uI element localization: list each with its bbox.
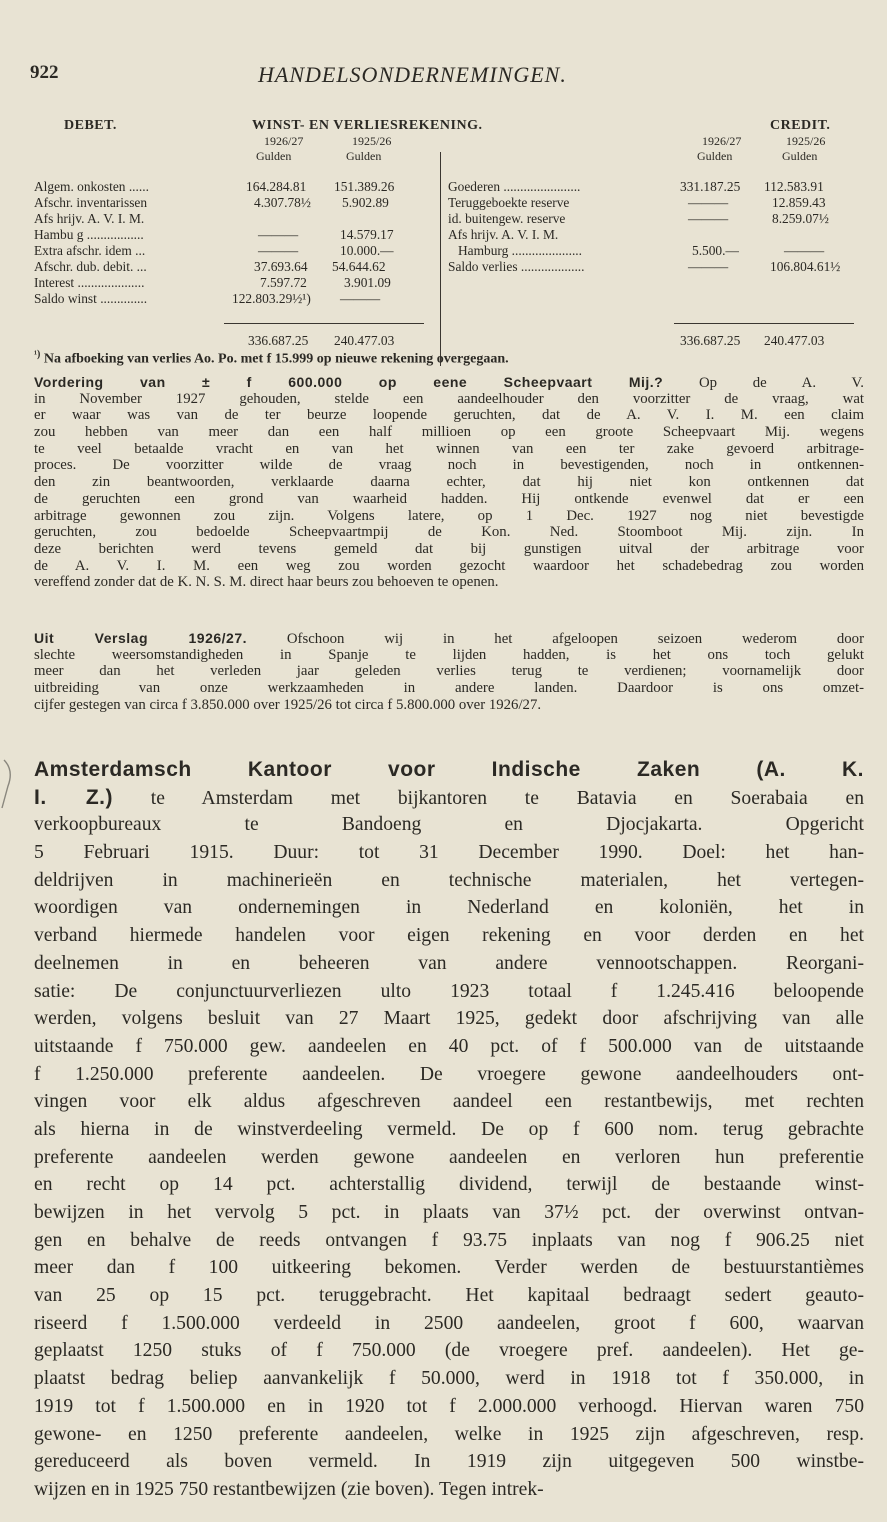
page-number: 922	[30, 62, 59, 83]
vordering-paragraph: Vordering van ± f 600.000 op eene Scheepvaart Mij.? Op de A. V. in November 1927 gehouden, stelde een aandeelhouder den voorzitter de vraag, wat er waar was van de ter beurze loopende geruchten, dat de A. V. I. M. een claim zou hebben van meer dan een half millioen op een groote Scheepvaart Mij. wegens te veel betaalde vracht en van het winnen van een ter zake gevoerd arbitrage- proces. De voorzitter wilde de vraag noch in bevestigenden, noch in ontkennen- den zin beantwoorden, verklaarde daarna echter, dat hij niet kon ontkennen dat de geruchten een grond van waarheid hadden. Hij ontkende evenwel dat er een arbitrage gewonnen zou zijn. Volgens latere, op 1 Dec. 1927 nog niet bevestigde geruchten, zou bedoelde Scheepvaartmpij de Kon. Ned. Stoomboot Mij. zijn. In deze berichten werd tevens gemeld dat bij gunstigen uitval der arbitrage voor de A. V. I. M. een weg zou worden gezocht waardoor het schadebedrag zou worden vereffend zonder dat de K. N. S. M. direct haar beurs zou behoeven te openen.	[34, 374, 864, 591]
footnote-mark: ¹)	[34, 349, 41, 360]
account-title: WINST- EN VERLIESREKENING.	[252, 118, 483, 133]
credit-currency-previous: Gulden	[782, 149, 818, 163]
total-rule-credit	[674, 323, 854, 324]
debit-year-current: 1926/27	[264, 134, 304, 148]
account-row: Algem. onkosten ...... 164.284.81 151.389.26 Goederen ....................... 331.187.25 112.583.91	[34, 179, 824, 194]
footnote	[34, 349, 864, 368]
vordering-lead: Vordering van ± f 600.000 op eene Scheepvaart Mij.?	[34, 374, 664, 390]
account-row: Hambu g ................. ——— 14.579.17 Afs hrijv. A. V. I. M.	[34, 227, 559, 242]
account-row: Afschr. inventarissen 4.307.78½ 5.902.89 Teruggeboekte reserve ——— 12.859.43	[34, 195, 826, 210]
account-row: Extra afschr. idem ... ——— 10.000.— Hamburg ..................... 5.500.— ———	[34, 243, 825, 258]
verslag-lead: Uit Verslag 1926/27.	[34, 630, 248, 646]
page-header	[30, 62, 860, 98]
amk-title-continued: I. Z.)	[34, 785, 114, 809]
amk-entry: Amsterdamsch Kantoor voor Indische Zaken (A. K. I. Z.) te Amsterdam met bijkantoren te Batavia en Soerabaia en verkoopbureaux te Bandoeng en Djocjakarta. Opgericht 5 Februari 1915. Duur: tot 31 December 1990. Doel: het han- deldrijven in machinerieën en technische materialen, het vertegen- woordigen van ondernemingen in Nederland en koloniën, het in verband hiermede handelen voor eigen rekening en voor derden en het deelnemen in en beheeren van andere vennootschappen. Reorgani- satie: De conjunctuurverliezen ulto 1923 totaal f 1.245.416 beloopende werden, volgens besluit van 27 Maart 1925, gedekt door afschrijving van alle uitstaande f 750.000 gew. aandeelen en 40 pct. of f 500.000 van de uitstaande f 1.250.000 preferente aandeelen. De vroegere gewone aandeelhouders ont- vingen voor elk aldus afgeschreven aandeel een restantbewijs, met rechten als hierna in de winstverdeeling vermeld. De op f 600 nom. terug gebrachte preferente aandeelen werden gewone aandeelen en verloren hun preferentie en recht op 14 pct. achterstallig dividend, terwijl de bestaande winst- bewijzen in het vervolg 5 pct. in plaats van 37½ pct. der overwinst ontvan- gen en behalve de reeds ontvangen f 93.75 inplaats van nog f 906.25 niet meer dan f 100 uitkeering bekomen. Verder werden de bestuurstantièmes van 25 op 15 pct. teruggebracht. Het kapitaal bedraagt sedert geauto- riseerd f 1.500.000 verdeeld in 2500 aandeelen, groot f 600, waarvan geplaatst 1250 stuks of f 750.000 (de vroegere pref. aandeelen). Het ge- plaatst bedrag beliep aanvankelijk f 50.000, werd in 1918 tot f 350.000, in 1919 tot f 1.500.000 en in 1920 tot f 2.000.000 verhoogd. Hiervan waren 750 gewone- en 1250 preferente aandeelen, welke in 1925 zijn afgeschreven, resp. gereduceerd als boven vermeld. In 1919 zijn uitgegeven 500 winstbe- wijzen en in 1925 750 restantbewijzen (zie boven). Tegen intrek-	[34, 758, 864, 1500]
footnote-text: Na afboeking van verlies Ao. Po. met f 15.999 op nieuwe rekening overgegaan.	[43, 351, 509, 367]
debit-currency-current: Gulden	[256, 149, 292, 163]
account-row: Saldo winst .............. 122.803.29½¹) ———	[34, 291, 381, 306]
account-row: Afs hrijv. A. V. I. M. id. buitengew. reserve ——— 8.259.07½	[34, 211, 829, 226]
margin-pencil-mark	[0, 756, 28, 816]
totals-row: 336.687.25 240.477.03 336.687.25 240.477.03	[248, 333, 825, 348]
credit-title: CREDIT.	[770, 118, 831, 133]
verslag-paragraph: Uit Verslag 1926/27. Ofschoon wij in het afgeloopen seizoen wederom door slechte weersomstandigheden in Spanje te lijden hadden, is het ons toch gelukt meer dan het verleden jaar geleden verlies terug te verdienen; voornamelijk door uitbreiding van onze werkzaamheden in andere landen. Daardoor is ons omzet- cijfer gestegen van circa f 3.850.000 over 1925/26 tot circa f 5.800.000 over 1926/27.	[34, 630, 864, 713]
debit-title: DEBET.	[64, 118, 117, 133]
debit-currency-previous: Gulden	[346, 149, 382, 163]
amk-title: Amsterdamsch Kantoor voor Indische Zaken (A. K.	[34, 758, 864, 781]
credit-year-current: 1926/27	[702, 134, 742, 148]
credit-currency-current: Gulden	[697, 149, 733, 163]
running-title: HANDELSONDERNEMINGEN.	[258, 62, 567, 87]
credit-year-previous: 1925/26	[786, 134, 826, 148]
debit-year-previous: 1925/26	[352, 134, 392, 148]
total-rule-debit	[224, 323, 424, 324]
account-row: Interest .................... 7.597.72 3.901.09	[34, 275, 391, 290]
account-row: Afschr. dub. debit. ... 37.693.64 54.644.62 Saldo verlies ................... ——— 106.804.61½	[34, 259, 841, 274]
